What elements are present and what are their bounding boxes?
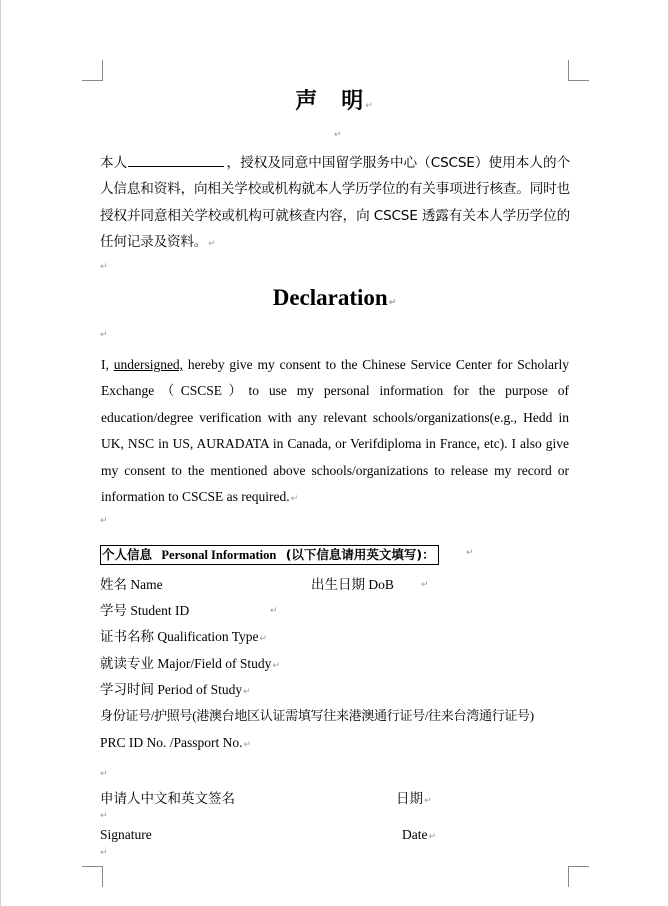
paragraph-mark-icon: ↵ (100, 262, 108, 272)
paragraph-mark-icon: ↵ (100, 811, 108, 821)
field-major (100, 655, 280, 675)
name-blank-line (128, 153, 224, 167)
field-qualification-label: 证书名称 Qualification Type (100, 629, 259, 644)
para-en-undersigned: undersigned, (113, 357, 184, 372)
paragraph-mark-icon: ↵ (424, 796, 432, 806)
field-id-en (100, 734, 251, 754)
field-qualification (100, 628, 267, 648)
crop-mark-bottom-left (82, 866, 103, 887)
para-cn-body: ，授权及同意中国留学服务中心（CSCSE）使用本人的个人信息和资料，向相关学校或机构就本人学历学位的有关事项进行核查。同时也授权并同意相关学校或机构可就核查内容，向 CSCSE 透露有关本人学历学位的任何记录及资料。 (100, 155, 570, 250)
field-major-label: 就读专业 Major/Field of Study (100, 656, 272, 671)
declaration-en-paragraph (101, 352, 569, 512)
paragraph-mark-icon: ↵ (466, 548, 474, 558)
paragraph-mark-icon: ↵ (290, 494, 299, 505)
section-header-cn: 个人信息 (102, 547, 153, 562)
title-cn (0, 84, 669, 115)
title-en-text: Declaration (272, 285, 388, 310)
para-cn-lead: 本人 (100, 155, 128, 171)
paragraph-mark-icon: ↵ (421, 580, 429, 590)
paragraph-mark-icon: ↵ (270, 606, 278, 616)
field-student-id: 学号 Student ID (100, 603, 190, 618)
section-header-note: (以下信息请用英文填写)： (285, 547, 435, 562)
field-period-label: 学习时间 Period of Study (100, 682, 243, 697)
date-en (402, 826, 436, 846)
paragraph-mark-icon: ↵ (243, 740, 252, 750)
paragraph-mark-icon: ↵ (100, 516, 108, 526)
para-en-body: hereby give my consent to the Chinese Service Center for Scholarly Exchange（CSCSE）to use my personal information for the purpose of education/degree verification with any relevant schools/organizations(e.g., Hedd in UK, NSC in US, AURADATA in Canada, or Verifdiploma in France, etc). I also give my consent to the mentioned above schools/organizations to release my record or information to CSCSE as required. (101, 357, 569, 505)
paragraph-mark-icon: ↵ (428, 832, 437, 842)
para-en-lead: I, (101, 357, 114, 372)
paragraph-mark-icon: ↵ (100, 769, 108, 779)
paragraph-mark-icon: ↵ (259, 634, 268, 644)
signature-cn-label: 申请人中文和英文签名 (100, 791, 235, 806)
title-en (0, 285, 669, 311)
section-header-en: Personal Information (161, 548, 277, 562)
field-period (100, 681, 251, 701)
field-id-en-label: PRC ID No. /Passport No. (100, 735, 243, 750)
paragraph-mark-icon: ↵ (365, 101, 374, 111)
title-cn-text: 声 明 (295, 88, 365, 114)
paragraph-mark-icon: ↵ (243, 687, 251, 697)
paragraph-mark-icon: ↵ (272, 661, 280, 671)
paragraph-mark-icon: ↵ (208, 238, 216, 249)
paragraph-mark-icon: ↵ (334, 130, 342, 140)
date-en-label: Date (402, 827, 428, 842)
paragraph-mark-icon: ↵ (100, 848, 108, 858)
paragraph-mark-icon: ↵ (388, 298, 397, 308)
field-dob: 出生日期 DoB (311, 577, 394, 592)
signature-en-label: Signature (100, 827, 152, 842)
date-cn (396, 790, 432, 810)
crop-mark-top-right (568, 60, 589, 81)
date-cn-label: 日期 (396, 791, 423, 806)
field-id-cn: 身份证号/护照号(港澳台地区认证需填写往来港澳通行证号/往来台湾通行证号) (100, 708, 534, 723)
crop-mark-top-left (82, 60, 103, 81)
crop-mark-bottom-right (568, 866, 589, 887)
field-name: 姓名 Name (100, 577, 163, 592)
declaration-cn-paragraph (100, 150, 570, 257)
personal-info-header (100, 545, 439, 565)
paragraph-mark-icon: ↵ (100, 330, 108, 340)
page-edge-left (0, 0, 1, 906)
